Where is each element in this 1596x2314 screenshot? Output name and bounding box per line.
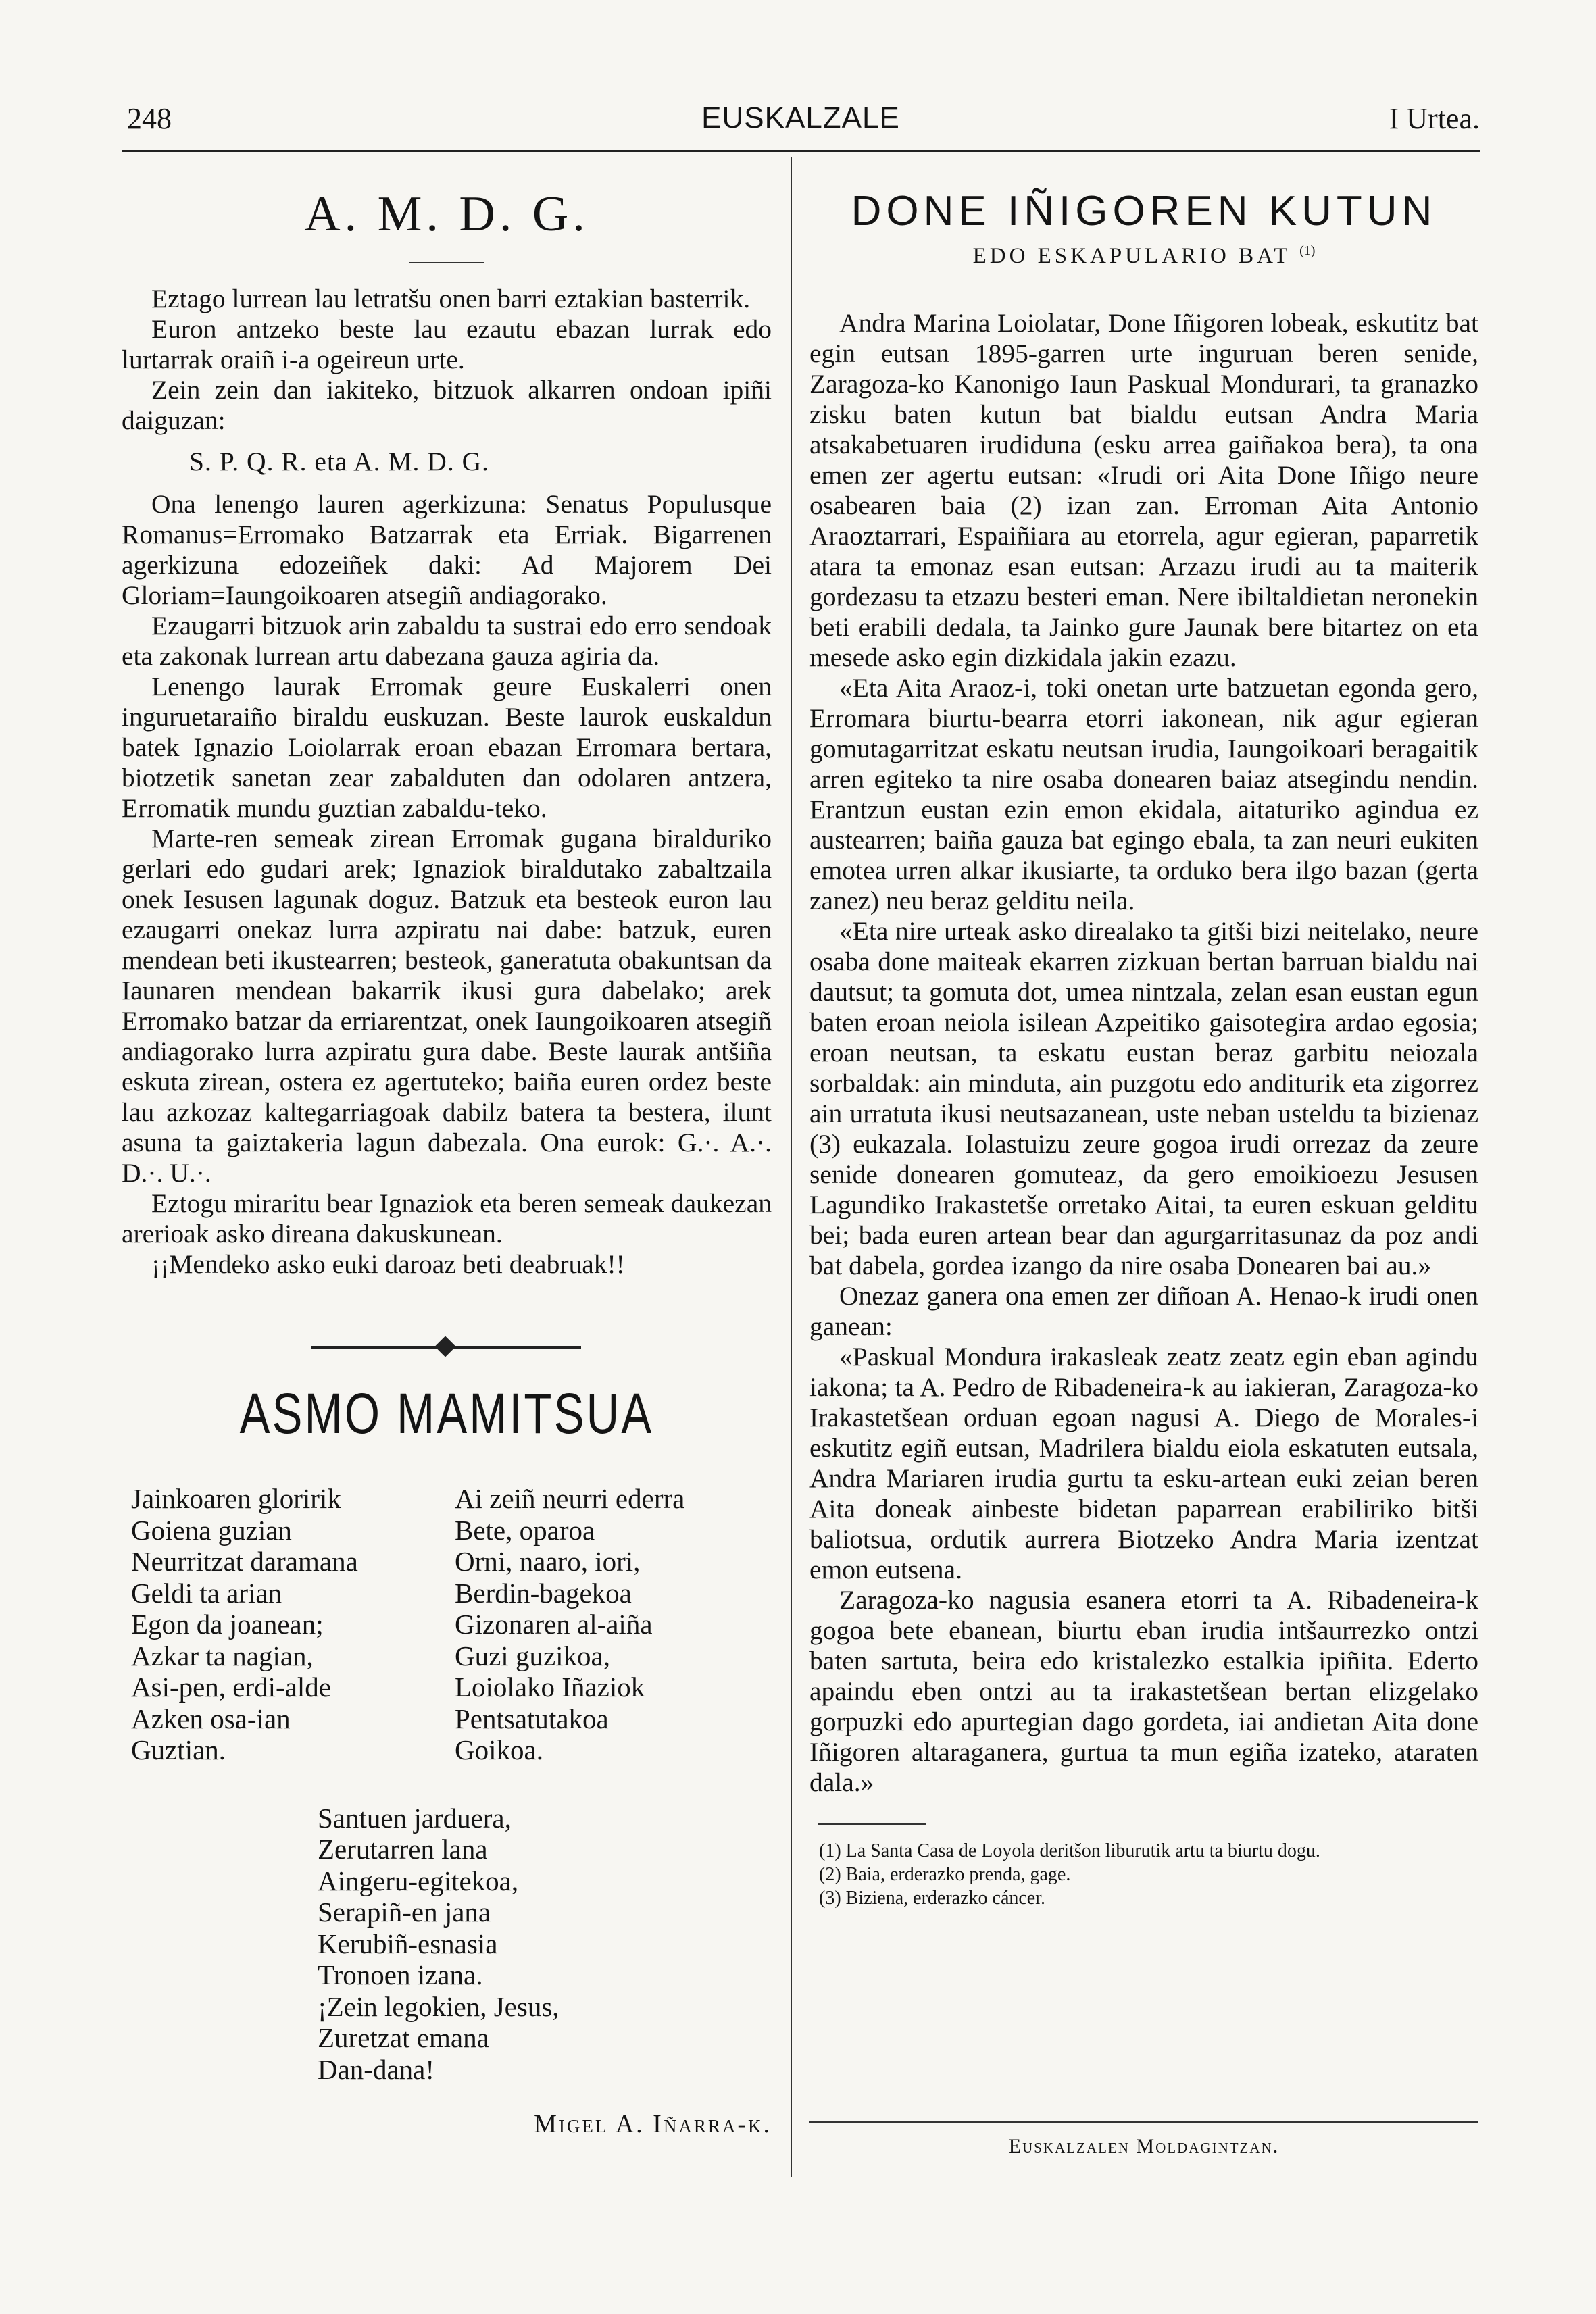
poem-title: ASMO MAMITSUA xyxy=(239,1382,654,1445)
poem-line: Santuen jarduera, xyxy=(318,1802,512,1834)
poem-line: Kerubiñ-esnasia xyxy=(318,1928,498,1959)
article-subtitle xyxy=(809,243,1478,269)
paragraph: Zein zein dan iakiteko, bitzuok alkarren ondoan ipiñi daiguzan: xyxy=(122,375,772,435)
poem-line: Neurritzat daramana xyxy=(131,1546,358,1577)
printer-imprint: Euskalzalen Moldagintzan. xyxy=(1008,2135,1280,2157)
paragraph: «Eta nire urteak asko direalako ta gitši bizi neitelako, neure osaba done maiteak ekarren zizkuan bertan barruan bialdu nai dautsut; ta gomuta dot, umea nintzala, zelan esan eustan egun baten eroan neiola isilean Azpeitiko gaisotegira ardao egosia; eroan neutsan, ta eskatu eustan beraz garbitu neiozala sorbaldak: ain minduta, ain puzgotu edo anditurik eta zigorrez ain urratuta ikusi neutsazanean, uste neban usteldu ta bizienaz (3) eukazala. Iolastuizu zeure gogoa irudi orrezaz da zeure senide donearen gomuteaz, da gero emoikioezu Jesusen Lagundiko Irakastetše orretako Aitai, ta euren eskuan gelditu bei; bada euren artean bear dan agurgarritasunaz da poz andi bat dabela, gordea izango da nire osaba Donearen bai au.» xyxy=(809,916,1478,1280)
poem-line: Orni, naaro, iori, xyxy=(455,1546,641,1577)
poem-line: Pentsatutakoa xyxy=(455,1703,609,1734)
right-column xyxy=(809,176,1478,1911)
imprint-rule xyxy=(809,2121,1478,2123)
poem-final-stanza xyxy=(318,1803,772,2086)
paragraph: Ona lenengo lauren agerkizuna: Senatus Populusque Romanus=Erromako Batzarrak eta Erriak. Bigarrenen agerkizuna edozeiñek daki: Ad Majorem Dei Gloriam=Iaungoikoaren atsegiñ andiagorako. xyxy=(122,489,772,610)
poem-stanzas xyxy=(122,1483,772,1766)
poem-line: Aingeru-egitekoa, xyxy=(318,1865,519,1896)
footnote-rule xyxy=(818,1823,926,1825)
ornament-divider xyxy=(122,1327,772,1367)
page-number: 248 xyxy=(127,102,172,135)
header-rule xyxy=(122,150,1480,152)
poem-line: Azken osa-ian xyxy=(131,1703,291,1734)
poem-column-right xyxy=(455,1483,772,1766)
ornament-diamond xyxy=(434,1336,455,1357)
footnote: (1) La Santa Casa de Loyola deritšon liburutik artu ta biurtu dogu. xyxy=(819,1840,1320,1861)
footnote: (3) Biziena, erderazko cáncer. xyxy=(819,1888,1046,1909)
poem-line: Jainkoaren gloririk xyxy=(131,1483,341,1514)
poem-line: Berdin-bagekoa xyxy=(455,1577,632,1609)
paragraph: Ezaugarri bitzuok arin zabaldu ta sustrai edo erro sendoak eta zakonak lurrean artu dabezana gauza agiria da. xyxy=(122,611,772,671)
column-divider xyxy=(791,157,792,2177)
paragraph: Lenengo laurak Erromak geure Euskalerri onen inguruetaraiño biraldu euskuzan. Beste laurok euskaldun batek Ignazio Loiolarrak eroan ebazan Erromara bertara, biotzetik sanetan zear zabalduten dan odolaren antzera, Erromatik mundu guztian zabaldu-teko. xyxy=(122,672,772,823)
paragraph: Zaragoza-ko nagusia esanera etorri ta A. Ribadeneira-k gogoa bete ebanean, biurtu eban irudia intšaurrezko ontzi baten sartuta, beira edo kristalezko estalkia ipiñita. Ederto apaindu eben ontzi au ta irakastetšean bertan elizgelako gorpuzki edo apurtegian dago gordeta, iai andietan Aita done Iñigoren altaraganera, gurtua ta mun egiña izateko, ataraten dala.» xyxy=(809,1585,1478,1797)
acronym-line: S. P. Q. R. eta A. M. D. G. xyxy=(189,447,489,476)
paragraph: Eztago lurrean lau letratšu onen barri eztakian basterrik. xyxy=(151,284,751,313)
poem-line: Serapiñ-en jana xyxy=(318,1896,491,1928)
poem-line: Tronoen izana. xyxy=(318,1959,483,1990)
subtitle-text: EDO ESKAPULARIO BAT xyxy=(972,244,1291,268)
poem-line: Guztian. xyxy=(131,1734,226,1765)
paragraph: ¡¡Mendeko asko euki daroaz beti deabruak!! xyxy=(151,1249,625,1279)
poem-line: Goiena guzian xyxy=(131,1514,292,1546)
poem-line: Bete, oparoa xyxy=(455,1514,595,1546)
footnote: (2) Baia, erderazko prenda, gage. xyxy=(819,1864,1071,1885)
poem-line: Zuretzat emana xyxy=(318,2022,489,2053)
poem-column-left xyxy=(131,1483,448,1766)
poem-line: Dan-dana! xyxy=(318,2053,435,2085)
paragraph: Onezaz ganera ona emen zer diñoan A. Henao-k irudi onen ganean: xyxy=(809,1281,1478,1341)
article-body xyxy=(809,308,1478,1798)
paragraph: «Eta Aita Araoz-i, toki onetan urte batzuetan egonda gero, Erromara biurtu-bearra etorri iakonean, nik agur egieran gomutagarritzat eskatu neutsan irudia, Iaungoikoari beragaitik arren egiteko ta nire osaba donearen baiaz atsegindu nendin. Erantzun eustan ezin emon ekidala, aitaturiko agindua ez austearren; baiña gauza bat egingo ebala, ta zan neuri eukiten emotea urren alkar ikusiarte, ta orduko bera ilgo bazan (gerta zanez) neu beraz gelditu neila. xyxy=(809,673,1478,915)
running-head xyxy=(122,101,1480,142)
paragraph: «Paskual Mondura irakasleak zeatz zeatz egin eban agindu iakona; ta A. Pedro de Ribadeneira-k au iakieran, Zaragoza-ko Irakastetšean orduan egoan nagusi A. Diego de Morales-i eskutitz egiñ eutsan, Madrilera bialdu eiola eskatuten eutsala, Andra Mariaren irudia gurtu ta esku-artean euki zeian beren Aita doneak ainbeste bidetan paparrean erabiliriko bitši baliotsua, ordutik aurrera Biotzeko Andra Maria izentzat emon eutsena. xyxy=(809,1342,1478,1584)
left-column xyxy=(122,176,772,2139)
article-title: DONE IÑIGOREN KUTUN xyxy=(851,188,1437,234)
poem-line: Guzi guzikoa, xyxy=(455,1640,610,1671)
poem-line: Egon da joanean; xyxy=(131,1609,324,1640)
volume-year: I Urtea. xyxy=(1389,102,1480,135)
poem-line: Loiolako Iñaziok xyxy=(455,1671,645,1703)
paragraph: Euron antzeko beste lau ezautu ebazan lurrak edo lurtarrak oraiñ i-a ogeireun urte. xyxy=(122,314,772,374)
poem-line: Gizonaren al-aiña xyxy=(455,1609,653,1640)
paragraph: Marte-ren semeak zirean Erromak gugana biralduriko gerlari edo gudari arek; Ignaziok biraldutako zabaltzaila onek Iesusen lagunak doguz. Batzuk eta besteok euron lau ezaugarri onekaz lurra azpiratu nai dabe: batzuk, euren mendean beti ikustearren; besteok, ganeratuta obakuntsan da Iaunaren mendean bakarrik ikusi gura dabelako; arek Erromako batzar da erriarentzat, onek Iaungoikoaren atsegiñ andiagorako lurra azpiratu gura dabe. Beste laurak antšiña eskuta zirean, ostera ez agertuteko; baiña euren ordez beste lau azkozaz kaltegarriagoak dabilz batera ta bestera, ilunt​asuna ta gaiztakeria lagun dabezala. Ona eurok: G.·. A.·. D.·. U.·. xyxy=(122,824,772,1188)
poem-line: ¡Zein legokien, Jesus, xyxy=(318,1990,559,2022)
title-rule xyxy=(409,262,484,263)
article-title-amdg: A. M. D. G. xyxy=(304,186,589,242)
paragraph: Eztogu miraritu bear Ignaziok eta beren semeak daukezan arerioak asko direana dakuskunean. xyxy=(122,1188,772,1249)
poem-line: Zerutarren lana xyxy=(318,1834,488,1865)
author-signature: Migel A. Iñarra-k. xyxy=(534,2110,772,2138)
poem-line: Asi-pen, erdi-alde xyxy=(131,1671,331,1703)
poem-line: Geldi ta arian xyxy=(131,1577,282,1609)
poem-line: Azkar ta nagian, xyxy=(131,1640,314,1671)
footnote-marker: (1) xyxy=(1299,243,1316,258)
poem-line: Ai zeiñ neurri ederra xyxy=(455,1483,685,1514)
journal-title: EUSKALZALE xyxy=(701,101,900,134)
poem-line: Goikoa. xyxy=(455,1734,543,1765)
paragraph: Andra Marina Loiolatar, Done Iñigoren lobeak, eskutitz bat egin eutsan 1895-garren urte inguruan beren senide, Zaragoza-ko Kanonigo Iaun Paskual Mondurari, ta granazko zisku baten kutun bat bialdu eutsan Andra Maria atsakabetuaren irudiduna (esku arrea gaiñakoa bera), ta ona emen zer agertu eutsan: «Irudi ori Aita Done Iñigo neure osabearen baia (2) izan zan. Erroman Aita Antonio Araoztarrari, Espaiñiara au etorrela, agur egieran, paparretik atara ta emonaz esan eutsan: Arzazu irudi au ta maiterik gordezasu ta etzazu besteri eman. Nere ibiltaldietan neronekin beti erabili dedala, ta Jainko gure Jaunak bere bitartez on eta mesede asko egin dizkidala jakin ezazu. xyxy=(809,308,1478,672)
